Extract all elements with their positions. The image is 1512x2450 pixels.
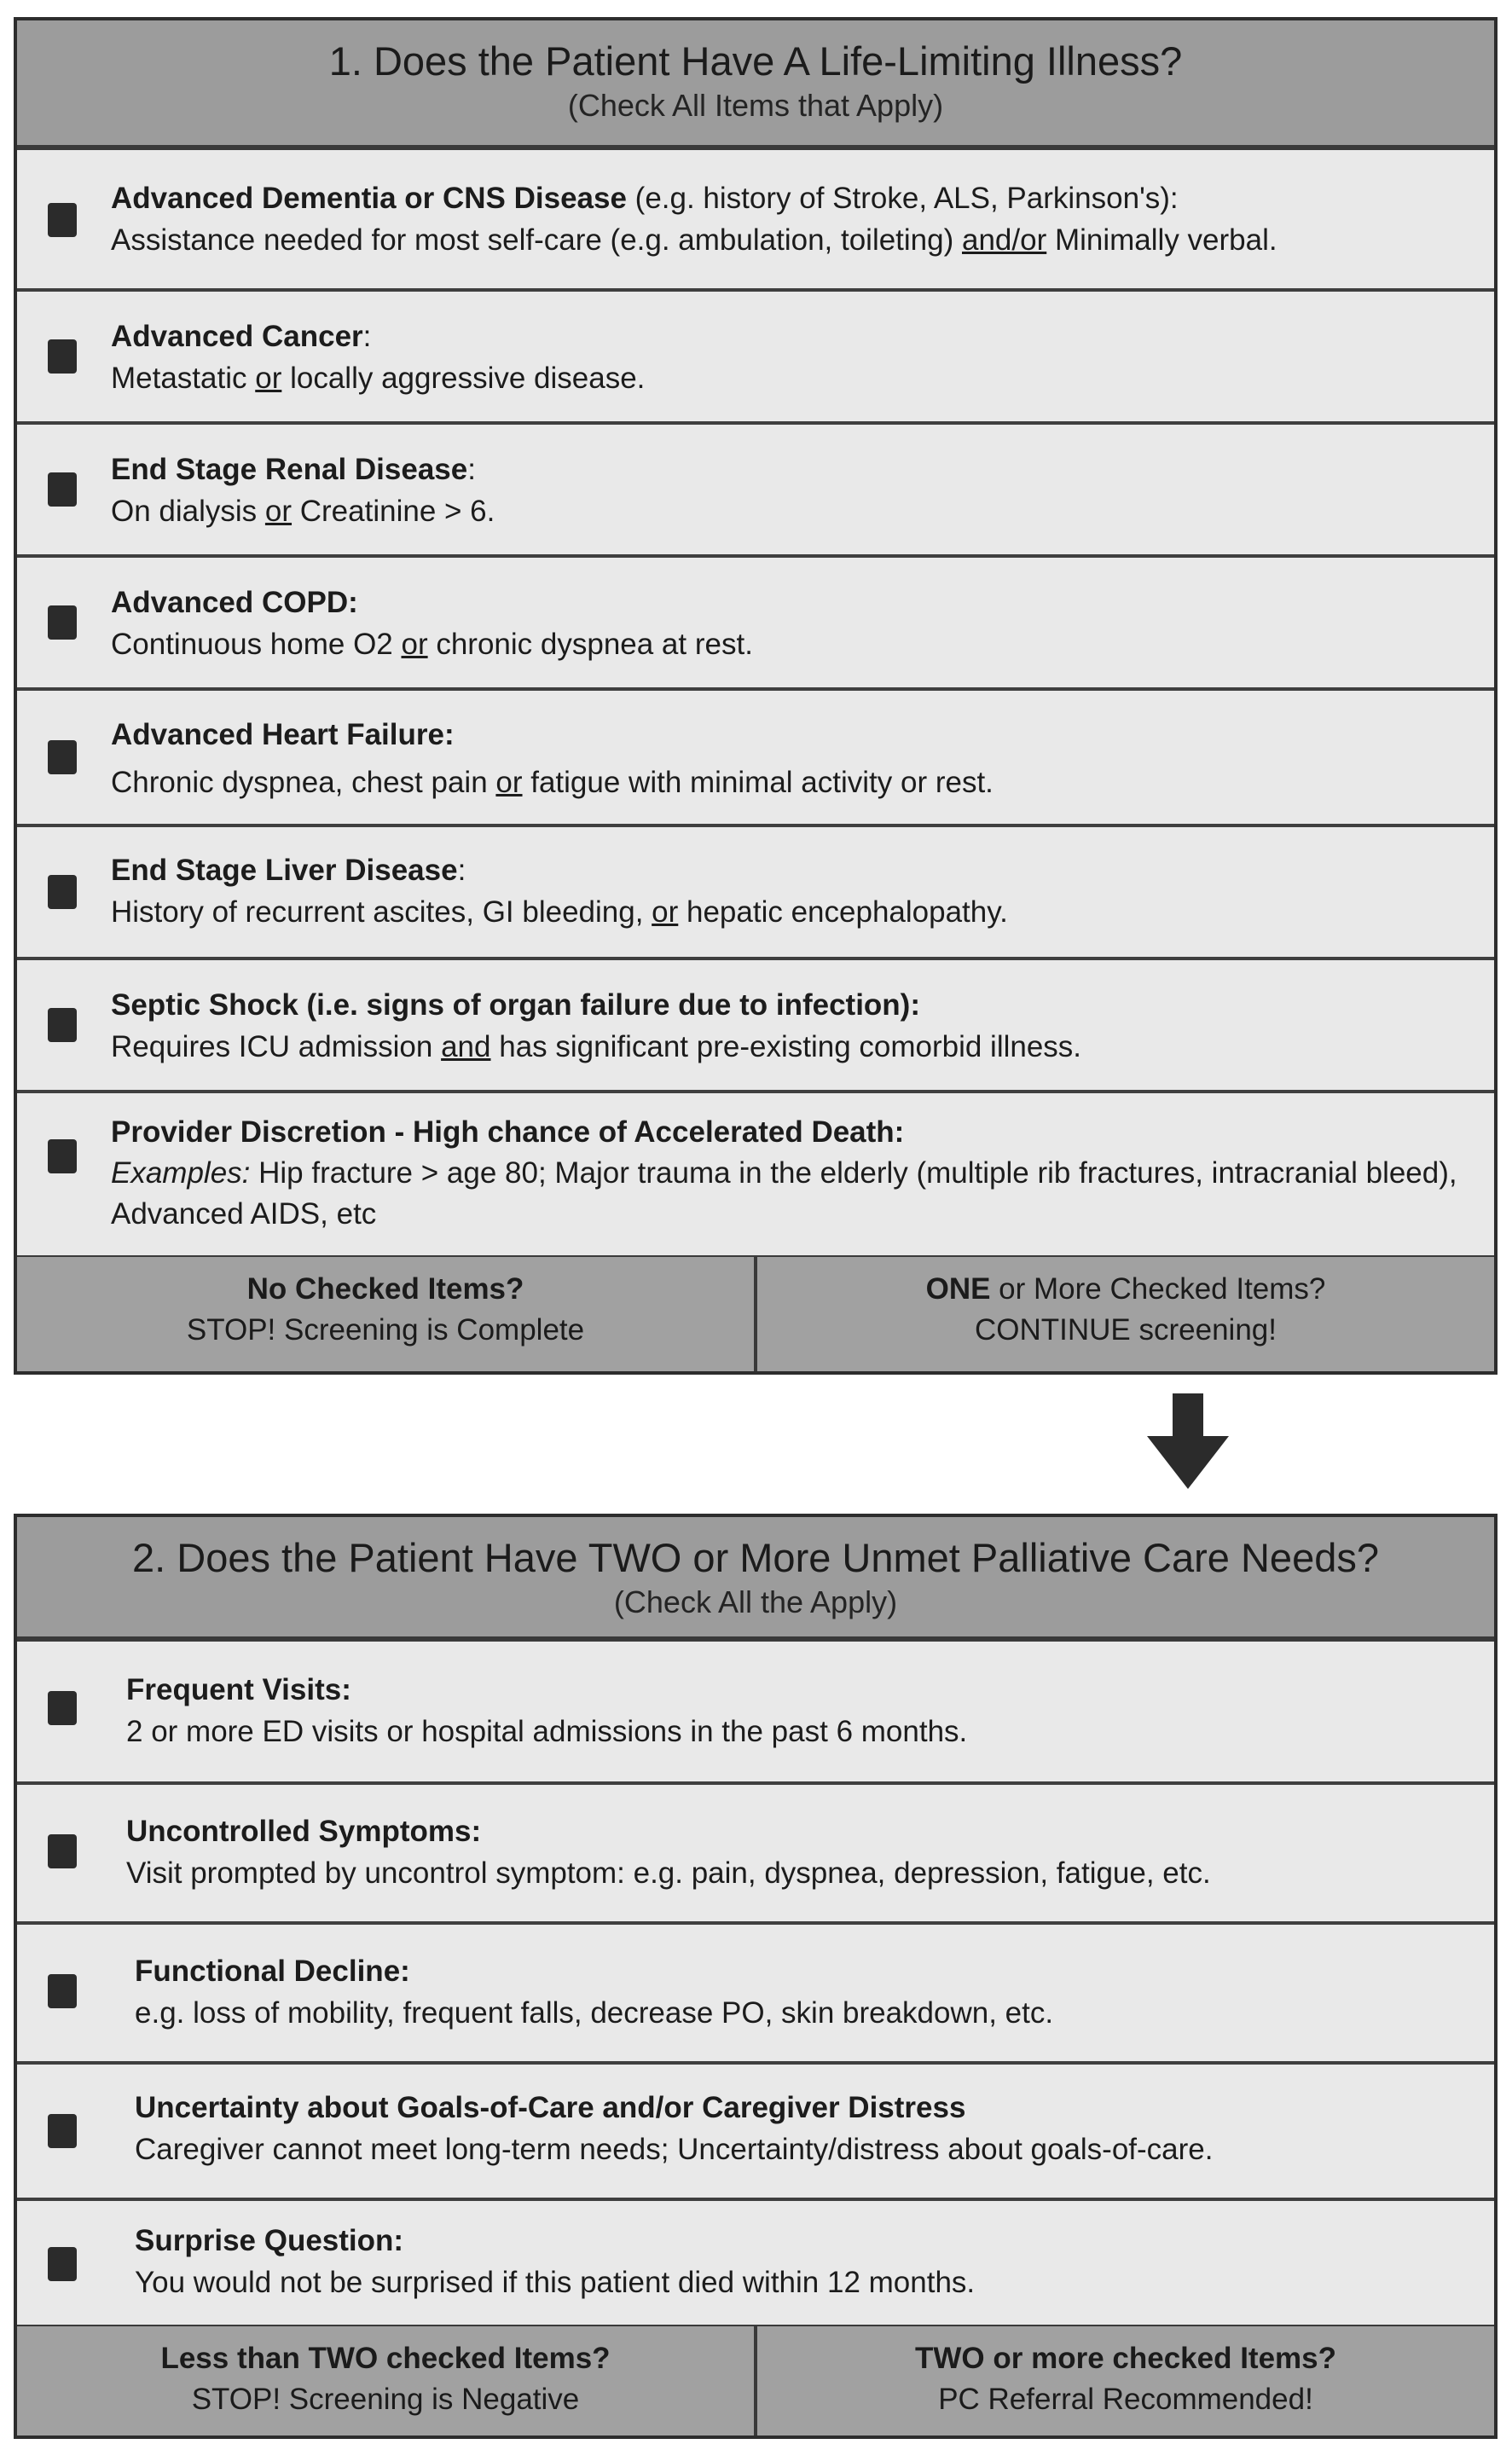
- item-detail-tail: fatigue with minimal activity or rest.: [522, 766, 994, 799]
- checkbox[interactable]: [48, 472, 77, 507]
- item-heading: Advanced COPD:: [111, 586, 358, 619]
- item-heading-tail: :: [362, 320, 372, 353]
- checklist-item-frequent-visits: [17, 1642, 1494, 1785]
- footer-stop-instruction: STOP! Screening is Complete: [186, 1313, 585, 1347]
- item-detail-emphasis: or: [401, 628, 428, 661]
- checklist-item-dementia: [17, 150, 1494, 292]
- section-2-footer: [17, 2326, 1494, 2436]
- item-detail: Caregiver cannot meet long-term needs; Uncertainty/distress about goals-of-care.: [135, 2133, 1214, 2166]
- item-text: [135, 1950, 1469, 2034]
- item-text: [135, 2220, 1469, 2303]
- item-text: [111, 449, 1469, 532]
- item-text: [111, 984, 1469, 1068]
- item-detail: Visit prompted by uncontrol symptom: e.g. pain, dyspnea, depression, fatigue, etc.: [126, 1856, 1211, 1890]
- item-detail-emphasis: and: [441, 1030, 491, 1063]
- checkbox[interactable]: [48, 339, 77, 374]
- item-detail-tail: has significant pre-existing comorbid illness.: [490, 1030, 1082, 1063]
- item-heading: Frequent Visits:: [126, 1673, 351, 1706]
- checkbox[interactable]: [48, 1834, 77, 1868]
- down-arrow-icon: [1147, 1393, 1229, 1489]
- item-text: [111, 582, 1469, 665]
- item-detail-emphasis: or: [264, 495, 293, 528]
- checkbox[interactable]: [48, 875, 77, 909]
- footer-referral-instruction: PC Referral Recommended!: [938, 2383, 1313, 2416]
- item-detail-tail: hepatic encephalopathy.: [678, 895, 1008, 929]
- item-detail: 2 or more ED visits or hospital admissions in the past 6 months.: [126, 1715, 968, 1748]
- item-text: [111, 316, 1469, 399]
- item-detail: Requires ICU admission: [111, 1030, 442, 1063]
- item-heading: Advanced Cancer: [111, 320, 363, 353]
- item-heading: Septic Shock (i.e. signs of organ failure due to infection):: [111, 988, 920, 1022]
- item-detail: Chronic dyspnea, chest pain: [111, 766, 496, 799]
- checklist-item-renal: [17, 425, 1494, 558]
- section-life-limiting-illness: [14, 17, 1498, 1375]
- checklist-item-cancer: [17, 292, 1494, 425]
- checkbox[interactable]: [48, 2114, 77, 2148]
- item-heading: Provider Discretion - High chance of Accelerated Death:: [111, 1115, 905, 1149]
- section-1-subtitle: (Check All Items that Apply): [567, 88, 944, 123]
- footer-continue-instruction: CONTINUE screening!: [975, 1313, 1277, 1347]
- item-heading: End Stage Renal Disease: [111, 453, 468, 486]
- section-2-title: 2. Does the Patient Have TWO or More Unmet Palliative Care Needs?: [132, 1535, 1379, 1580]
- section-2-header: [17, 1517, 1494, 1642]
- item-text: [111, 177, 1469, 261]
- checkbox[interactable]: [48, 740, 77, 774]
- checkbox[interactable]: [48, 203, 77, 237]
- item-detail: Continuous home O2: [111, 628, 402, 661]
- item-detail-emphasis: or: [255, 362, 282, 395]
- item-heading: Advanced Heart Failure:: [111, 718, 455, 751]
- footer-stop-question: No Checked Items?: [246, 1272, 524, 1306]
- footer-stop: [17, 1257, 754, 1371]
- footer-continue: [754, 1257, 1494, 1371]
- section-1-header: [17, 20, 1494, 150]
- item-detail: e.g. loss of mobility, frequent falls, decrease PO, skin breakdown, etc.: [135, 1996, 1054, 2030]
- item-heading: Surprise Question:: [135, 2224, 404, 2257]
- item-text: [126, 1810, 1469, 1894]
- checkbox[interactable]: [48, 1691, 77, 1725]
- item-heading: End Stage Liver Disease: [111, 854, 458, 887]
- checkbox[interactable]: [48, 1139, 77, 1173]
- section-palliative-care-needs: [14, 1514, 1498, 2439]
- checklist-item-uncontrolled-symptoms: [17, 1785, 1494, 1925]
- item-detail-emphasis: Examples:: [111, 1156, 251, 1190]
- item-detail: Assistance needed for most self-care (e.g. ambulation, toileting): [111, 223, 962, 257]
- checklist-item-goals-of-care: [17, 2065, 1494, 2201]
- checkbox[interactable]: [48, 1974, 77, 2008]
- checklist-item-copd: [17, 558, 1494, 691]
- checklist-item-functional-decline: [17, 1925, 1494, 2065]
- checklist-item-provider-discretion: [17, 1093, 1494, 1260]
- item-detail: Hip fracture > age 80; Major trauma in the elderly (multiple rib fractures, intracranial bleed), Advanced AIDS, etc: [111, 1156, 1457, 1231]
- item-detail-tail: chronic dyspnea at rest.: [427, 628, 753, 661]
- item-text: [135, 2087, 1469, 2170]
- item-detail-tail: Minimally verbal.: [1046, 223, 1277, 257]
- item-heading: Uncertainty about Goals-of-Care and/or Caregiver Distress: [135, 2091, 966, 2124]
- footer-continue-question: or More Checked Items?: [990, 1272, 1326, 1306]
- item-heading: Functional Decline:: [135, 1955, 410, 1988]
- item-heading-tail: :: [457, 854, 466, 887]
- item-detail: On dialysis: [111, 495, 265, 528]
- footer-referral-question: TWO or more checked Items?: [914, 2342, 1337, 2375]
- section-1-title: 1. Does the Patient Have A Life-Limiting Illness?: [328, 38, 1183, 84]
- checklist-item-septic-shock: [17, 960, 1494, 1093]
- item-detail: History of recurrent ascites, GI bleeding,: [111, 895, 652, 929]
- checkbox[interactable]: [48, 2247, 77, 2281]
- item-text: [111, 1112, 1469, 1235]
- item-text: [126, 1669, 1469, 1752]
- section-2-subtitle: (Check All the Apply): [613, 1584, 898, 1619]
- item-detail-emphasis: or: [652, 895, 679, 929]
- checkbox[interactable]: [48, 1008, 77, 1042]
- item-heading: Uncontrolled Symptoms:: [126, 1815, 482, 1848]
- item-heading-tail: (e.g. history of Stroke, ALS, Parkinson's):: [626, 182, 1179, 215]
- footer-negative-question: Less than TWO checked Items?: [160, 2342, 611, 2375]
- item-detail-tail: Creatinine > 6.: [292, 495, 495, 528]
- checklist-item-surprise-question: [17, 2201, 1494, 2330]
- item-detail: You would not be surprised if this patient died within 12 months.: [135, 2266, 976, 2299]
- footer-referral: [754, 2326, 1494, 2436]
- item-detail: Metastatic: [111, 362, 256, 395]
- checklist-item-liver: [17, 827, 1494, 960]
- item-detail-emphasis: and/or: [962, 223, 1047, 257]
- item-heading: Advanced Dementia or CNS Disease: [111, 182, 627, 215]
- item-detail-emphasis: or: [495, 766, 523, 799]
- checkbox[interactable]: [48, 605, 77, 640]
- item-text: [111, 711, 1469, 807]
- item-heading-tail: :: [467, 453, 476, 486]
- footer-continue-emphasis: ONE: [925, 1272, 991, 1306]
- item-detail-tail: locally aggressive disease.: [281, 362, 646, 395]
- section-1-footer: [17, 1257, 1494, 1371]
- footer-negative: [17, 2326, 754, 2436]
- footer-negative-instruction: STOP! Screening is Negative: [191, 2383, 580, 2416]
- checklist-item-heart-failure: [17, 691, 1494, 827]
- item-text: [111, 849, 1469, 933]
